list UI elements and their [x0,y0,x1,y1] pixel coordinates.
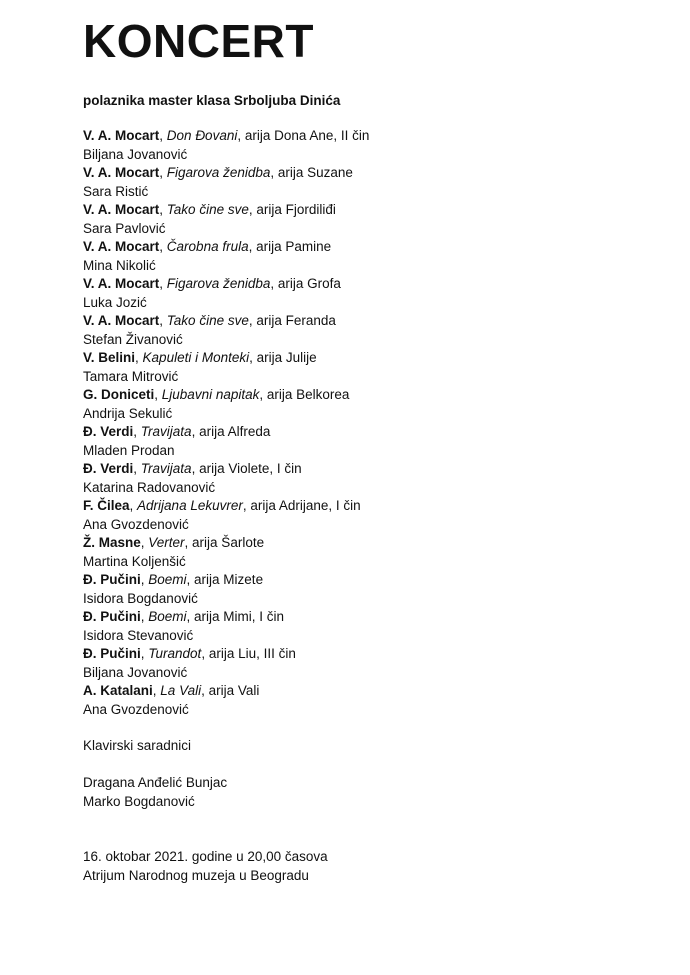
aria-detail: , arija Alfreda [191,424,271,439]
composer-name: V. A. Mocart [83,313,160,328]
program-work-line: Đ. Pučini, Boemi, arija Mizete [83,572,264,587]
program-item [83,127,369,164]
program-item [83,275,369,312]
aria-detail: , arija Mimi, I čin [186,609,285,624]
performer-name: Tamara Mitrović [83,368,179,384]
composer-name: Đ. Verdi [83,424,134,439]
opera-title: Tako čine sve [166,202,249,217]
program-item [83,460,369,497]
program-item [83,497,369,534]
opera-title: Boemi [148,572,187,587]
performer-name: Mina Nikolić [83,257,156,273]
performer-name: Ana Gvozdenović [83,701,189,717]
program-item [83,164,369,201]
aria-detail: , arija Liu, III čin [201,646,296,661]
performer-name: Biljana Jovanović [83,664,188,680]
program-list [83,127,369,719]
performer-name: Martina Koljenšić [83,553,186,569]
program-item [83,608,369,645]
program-item [83,312,369,349]
pianists-list [83,774,227,811]
opera-title: Adrijana Lekuvrer [137,498,243,513]
composer-name: V. A. Mocart [83,128,160,143]
program-item [83,645,369,682]
aria-detail: , arija Belkorea [259,387,350,402]
aria-detail: , arija Vali [201,683,260,698]
program-item [83,238,369,275]
aria-detail: , arija Julije [249,350,317,365]
performer-name: Sara Pavlović [83,220,166,236]
composer-name: V. A. Mocart [83,202,160,217]
opera-title: Don Đovani [166,128,238,143]
composer-name: Đ. Pučini [83,572,141,587]
performer-name: Luka Jozić [83,294,147,310]
event-datetime: 16. oktobar 2021. godine u 20,00 časova [83,849,328,864]
aria-detail: , arija Šarlote [184,535,265,550]
program-item [83,571,369,608]
page-subtitle: polaznika master klasa Srboljuba Dinića [83,93,341,108]
program-work-line: Đ. Verdi, Travijata, arija Alfreda [83,424,271,439]
event-info [83,848,328,885]
program-work-line: F. Čilea, Adrijana Lekuvrer, arija Adrijane, I čin [83,498,361,513]
performer-name: Mladen Prodan [83,442,175,458]
opera-title: Figarova ženidba [166,276,271,291]
aria-detail: , arija Suzane [270,165,353,180]
program-work-line: V. A. Mocart, Don Đovani, arija Dona Ane, II čin [83,128,370,143]
performer-name: Isidora Stevanović [83,627,194,643]
opera-title: Čarobna frula [166,239,249,254]
aria-detail: , arija Grofa [270,276,341,291]
aria-detail: , arija Pamine [248,239,332,254]
performer-name: Andrija Sekulić [83,405,173,421]
program-item [83,201,369,238]
composer-name: F. Čilea [83,498,130,513]
opera-title: Tako čine sve [166,313,249,328]
program-work-line: V. A. Mocart, Tako čine sve, arija Fjordiliđi [83,202,336,217]
program-item [83,423,369,460]
composer-name: V. A. Mocart [83,165,160,180]
performer-name: Katarina Radovanović [83,479,216,495]
page-title: KONCERT [83,15,314,67]
program-work-line: V. A. Mocart, Tako čine sve, arija Feranda [83,313,336,328]
program-work-line: G. Doniceti, Ljubavni napitak, arija Belkorea [83,387,350,402]
aria-detail: , arija Dona Ane, II čin [237,128,370,143]
performer-name: Isidora Bogdanović [83,590,198,606]
program-work-line: A. Katalani, La Vali, arija Vali [83,683,260,698]
opera-title: Travijata [140,424,192,439]
opera-title: La Vali [160,683,202,698]
pianist-name: Marko Bogdanović [83,793,195,809]
opera-title: Verter [148,535,185,550]
program-item [83,349,369,386]
program-work-line: V. Belini, Kapuleti i Monteki, arija Julije [83,350,317,365]
opera-title: Boemi [148,609,187,624]
opera-title: Turandot [148,646,202,661]
pianist-name: Dragana Anđelić Bunjac [83,775,228,790]
composer-name: Đ. Pučini [83,646,141,661]
aria-detail: , arija Feranda [248,313,336,328]
composer-name: G. Doniceti [83,387,155,402]
performer-name: Ana Gvozdenović [83,516,189,532]
performer-name: Stefan Živanović [83,331,183,347]
event-venue: Atrijum Narodnog muzeja u Beogradu [83,867,309,883]
aria-detail: , arija Violete, I čin [191,461,302,476]
opera-title: Ljubavni napitak [161,387,260,402]
composer-name: Đ. Verdi [83,461,134,476]
composer-name: V. A. Mocart [83,276,160,291]
performer-name: Biljana Jovanović [83,146,188,162]
program-item [83,682,369,719]
opera-title: Kapuleti i Monteki [142,350,250,365]
composer-name: Ž. Masne [83,535,141,550]
program-item [83,534,369,571]
composer-name: A. Katalani [83,683,153,698]
composer-name: Đ. Pučini [83,609,141,624]
program-work-line: V. A. Mocart, Figarova ženidba, arija Suzane [83,165,353,180]
program-work-line: V. A. Mocart, Figarova ženidba, arija Grofa [83,276,341,291]
aria-detail: , arija Mizete [186,572,264,587]
opera-title: Travijata [140,461,192,476]
program-work-line: Đ. Pučini, Turandot, arija Liu, III čin [83,646,296,661]
program-work-line: Đ. Pučini, Boemi, arija Mimi, I čin [83,609,285,624]
program-work-line: Đ. Verdi, Travijata, arija Violete, I čin [83,461,302,476]
opera-title: Figarova ženidba [166,165,271,180]
composer-name: V. A. Mocart [83,239,160,254]
aria-detail: , arija Adrijane, I čin [242,498,361,513]
pianists-heading: Klavirski saradnici [83,738,192,753]
program-item [83,386,369,423]
performer-name: Sara Ristić [83,183,149,199]
aria-detail: , arija Fjordiliđi [248,202,336,217]
program-work-line: V. A. Mocart, Čarobna frula, arija Pamine [83,239,332,254]
composer-name: V. Belini [83,350,136,365]
program-work-line: Ž. Masne, Verter, arija Šarlote [83,535,265,550]
